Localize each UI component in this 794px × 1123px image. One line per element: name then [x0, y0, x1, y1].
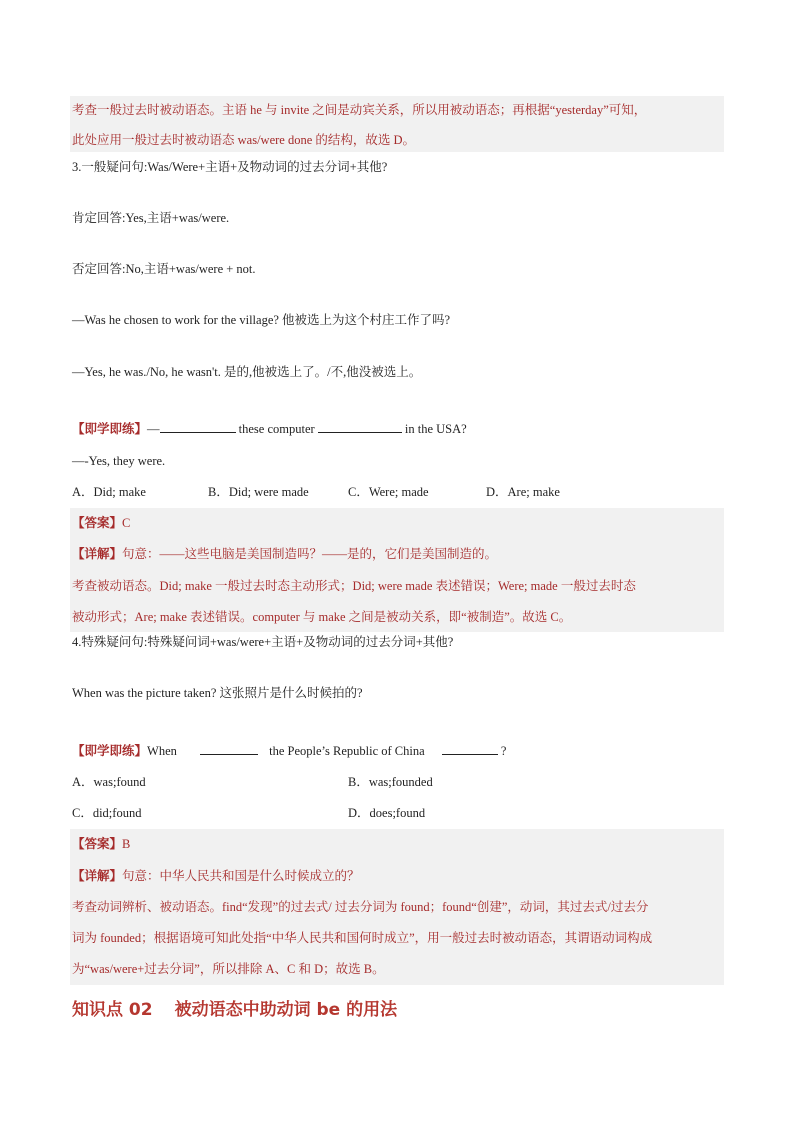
detail-tag: 【详解】: [72, 869, 123, 883]
detail-text: 句意：中华人民共和国是什么时候成立的？: [122, 869, 360, 883]
option-c: C．Were; made: [348, 485, 429, 499]
answer-blank: [200, 743, 258, 755]
detail-line: 词为 founded；根据语境可知此处指“中华人民共和国何时成立”，用一般过去时被动语态，其谓语动词构成: [72, 931, 653, 945]
question-text: the People’s Republic of China: [266, 744, 428, 758]
option-b: B．Did; were made: [208, 485, 309, 499]
explanation-line: 此处应用一般过去时被动语态 was/were done 的结构，故选 D。: [72, 133, 416, 147]
detail-line: 为“was/were+过去分词”，所以排除 A、C 和 D；故选 B。: [72, 962, 385, 976]
affirmative-answer: 肯定回答:Yes,主语+was/were.: [72, 211, 230, 225]
answer-line: [72, 515, 130, 531]
example-answer: —Yes, he was./No, he wasn't. 是的,他被选上了。/不,他没被选上。: [72, 365, 422, 379]
answer-line: [72, 836, 130, 852]
option-d: D．does;found: [348, 806, 426, 820]
detail-line: 考查动词辨析、被动语态。find“发现”的过去式/ 过去分词为 found；found“创建”，动词，其过去式/过去分: [72, 900, 649, 914]
option-b: B．was;founded: [348, 775, 433, 789]
question-text: in the USA?: [401, 422, 467, 436]
detail-line: 考查被动语态。Did; make 一般过去时态主动形式；Did; were made 表述错误；Were; made 一般过去时态: [72, 579, 636, 593]
answer-tag: 【答案】: [72, 837, 123, 851]
knowledge-point-number: 知识点 02: [72, 1000, 153, 1020]
negative-answer: 否定回答:No,主语+was/were + not.: [72, 262, 256, 276]
option-a: A．was;found: [72, 775, 146, 789]
section-title: 3.一般疑问句:Was/Were+主语+及物动词的过去分词+其他?: [72, 160, 388, 174]
knowledge-point-title: 被动语态中助动词 be 的用法: [174, 1000, 398, 1020]
detail-line: 被动形式；Are; make 表述错误。computer 与 make 之间是被动关系，即“被制造”。故选 C。: [72, 610, 572, 624]
question-text: —: [147, 422, 160, 436]
question-text: these computer: [235, 422, 318, 436]
exercise-tag: 【即学即练】: [72, 744, 148, 758]
example-question: When was the picture taken? 这张照片是什么时候拍的?: [72, 686, 363, 700]
answer-value: B: [122, 837, 131, 851]
explanation-line: 考查一般过去时被动语态。主语 he 与 invite 之间是动宾关系，所以用被动语态；再根据“yesterday”可知，: [72, 103, 647, 117]
detail-line: [72, 546, 497, 562]
exercise-reply: —-Yes, they were.: [72, 454, 166, 468]
option-c: C．did;found: [72, 806, 142, 820]
exercise-question: [72, 743, 506, 759]
detail-line: [72, 868, 360, 884]
answer-blank: [318, 421, 402, 433]
question-text: When: [147, 744, 180, 758]
exercise-question: [72, 421, 467, 437]
answer-tag: 【答案】: [72, 516, 123, 530]
section-title: 4.特殊疑问句:特殊疑问词+was/were+主语+及物动词的过去分词+其他?: [72, 635, 454, 649]
detail-text: 句意：——这些电脑是美国制造吗？——是的，它们是美国制造的。: [122, 547, 498, 561]
answer-value: C: [122, 516, 131, 530]
option-a: A．Did; make: [72, 485, 146, 499]
knowledge-point-heading: [72, 995, 397, 1020]
answer-blank: [160, 421, 236, 433]
detail-tag: 【详解】: [72, 547, 123, 561]
question-text: ?: [497, 744, 507, 758]
example-question: —Was he chosen to work for the village? 他被选上为这个村庄工作了吗?: [72, 313, 451, 327]
answer-blank: [442, 743, 498, 755]
option-d: D．Are; make: [486, 485, 560, 499]
exercise-tag: 【即学即练】: [72, 422, 148, 436]
